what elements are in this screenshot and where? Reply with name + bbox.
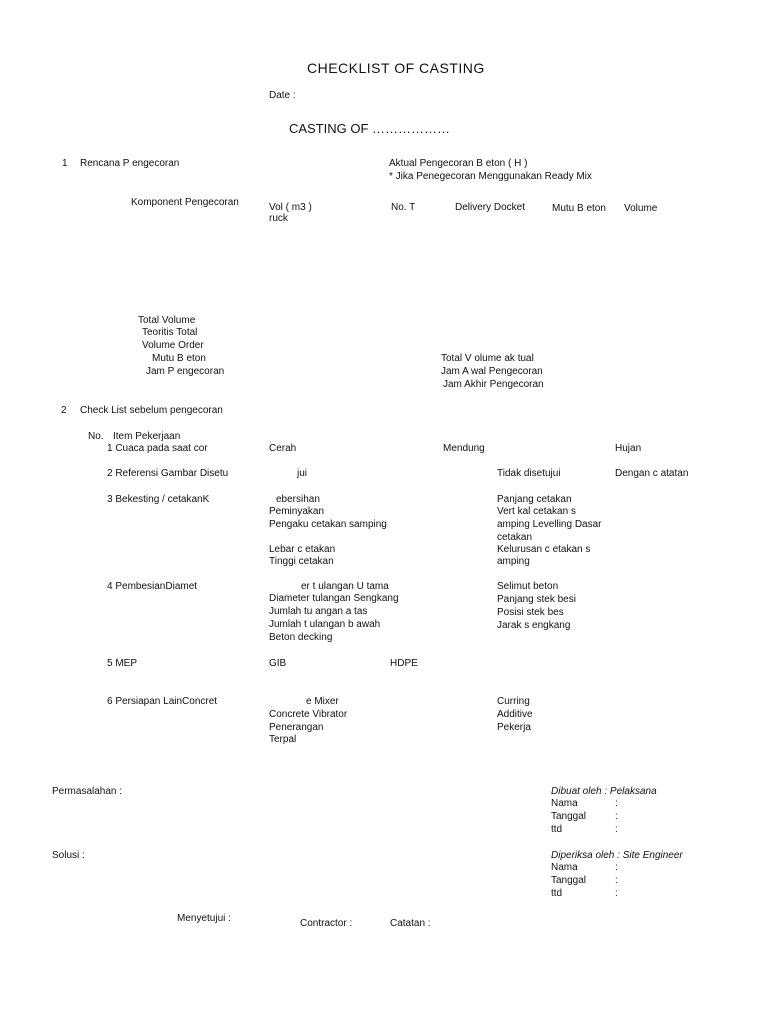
dibuat-oleh-label: Dibuat oleh : Pelaksana bbox=[551, 786, 657, 797]
check-tinggi-cetakan: Tinggi cetakan bbox=[269, 556, 334, 567]
section-number: 2 bbox=[61, 405, 67, 416]
check-pekerja: Pekerja bbox=[497, 722, 531, 733]
colon: : bbox=[615, 824, 618, 835]
teoritis-total-label: Teoritis Total bbox=[142, 327, 198, 338]
colon: : bbox=[615, 888, 618, 899]
item-referensi-gambar: 2 Referensi Gambar Disetu bbox=[107, 468, 229, 479]
aktual-heading: Aktual Pengecoran B eton ( H ) bbox=[389, 158, 528, 169]
tanggal-label: Tanggal bbox=[551, 811, 587, 822]
check-lebar-cetakan: Lebar c etakan bbox=[269, 544, 336, 555]
check-concrete-vibrator: Concrete Vibrator bbox=[269, 709, 348, 720]
check-samping: amping bbox=[497, 556, 530, 567]
contractor-label: Contractor : bbox=[300, 918, 353, 929]
solusi-label: Solusi : bbox=[52, 850, 85, 861]
item-bekesting: 3 Bekesting / cetakanK bbox=[107, 494, 210, 505]
tanggal-label: Tanggal bbox=[551, 875, 587, 886]
col-item-header: Item Pekerjaan bbox=[113, 431, 181, 442]
check-concrete-mixer: e Mixer bbox=[306, 696, 339, 707]
volume-col-label: Volume bbox=[624, 203, 658, 214]
jam-awal-label: Jam A wal Pengecoran bbox=[441, 366, 543, 377]
colon: : bbox=[615, 798, 618, 809]
casting-of-heading: CASTING OF ……………… bbox=[289, 121, 451, 136]
ttd-label: ttd bbox=[551, 888, 563, 899]
menyetujui-label: Menyetujui : bbox=[177, 913, 231, 924]
page-title: CHECKLIST OF CASTING bbox=[307, 60, 485, 76]
item-persiapan-lain: 6 Persiapan LainConcret bbox=[107, 696, 218, 707]
komponent-label: Komponent Pengecoran bbox=[131, 197, 239, 208]
check-tulangan-bawah: Jumlah t ulangan b awah bbox=[269, 619, 381, 630]
option-cerah: Cerah bbox=[269, 443, 297, 454]
col-no-header: No. bbox=[88, 431, 104, 442]
item-pembesian: 4 PembesianDiamet bbox=[107, 581, 198, 592]
check-kelurusan-cetakan: Kelurusan c etakan s bbox=[497, 544, 591, 555]
option-hujan: Hujan bbox=[615, 443, 642, 454]
check-cetakan: cetakan bbox=[497, 532, 533, 543]
check-kebersihan: ebersihan bbox=[276, 494, 320, 505]
option-tidak-disetujui: Tidak disetujui bbox=[497, 468, 561, 479]
total-volume-aktual-label: Total V olume ak tual bbox=[441, 353, 534, 364]
volume-order-label: Volume Order bbox=[142, 340, 204, 351]
check-tulangan-atas: Jumlah tu angan a tas bbox=[269, 606, 368, 617]
checklist-heading: Check List sebelum pengecoran bbox=[80, 405, 223, 416]
vol-label: Vol ( m3 ) bbox=[269, 202, 312, 213]
option-dengan-catatan: Dengan c atatan bbox=[615, 468, 689, 479]
item-mep: 5 MEP bbox=[107, 658, 138, 669]
check-selimut-beton: Selimut beton bbox=[497, 581, 559, 592]
check-levelling-dasar: amping Levelling Dasar bbox=[497, 519, 602, 530]
check-vertikal-cetakan: Vert kal cetakan s bbox=[497, 506, 576, 517]
total-volume-label: Total Volume bbox=[138, 315, 196, 326]
check-tulangan-utama: er t ulangan U tama bbox=[301, 581, 389, 592]
ready-mix-note: * Jika Penegecoran Menggunakan Ready Mix bbox=[389, 171, 592, 182]
colon: : bbox=[615, 862, 618, 873]
mutu-beton-label: Mutu B eton bbox=[152, 353, 206, 364]
check-additive: Additive bbox=[497, 709, 533, 720]
check-jarak-sengkang: Jarak s engkang bbox=[497, 620, 571, 631]
diperiksa-oleh-label: Diperiksa oleh : Site Engineer bbox=[551, 850, 683, 861]
mutu-beton-col-label: Mutu B eton bbox=[552, 203, 606, 214]
catatan-label: Catatan : bbox=[390, 918, 431, 929]
ttd-label: ttd bbox=[551, 824, 563, 835]
check-penerangan: Penerangan bbox=[269, 722, 324, 733]
option-mendung: Mendung bbox=[443, 443, 485, 454]
nama-label: Nama bbox=[551, 798, 578, 809]
colon: : bbox=[615, 875, 618, 886]
jam-akhir-label: Jam Akhir Pengecoran bbox=[443, 379, 544, 390]
check-gib: GIB bbox=[269, 658, 287, 669]
delivery-docket-label: Delivery Docket bbox=[455, 202, 526, 213]
jam-pengecoran-label: Jam P engecoran bbox=[146, 366, 225, 377]
option-disetujui: jui bbox=[297, 468, 308, 479]
check-curring: Curring bbox=[497, 696, 530, 707]
permasalahan-label: Permasalahan : bbox=[52, 786, 123, 797]
colon: : bbox=[615, 811, 618, 822]
check-peminyakan: Peminyakan bbox=[269, 506, 325, 517]
date-label: Date : bbox=[269, 90, 296, 101]
check-hdpe: HDPE bbox=[390, 658, 418, 669]
check-posisi-stek: Posisi stek bes bbox=[497, 607, 564, 618]
check-panjang-cetakan: Panjang cetakan bbox=[497, 494, 572, 505]
check-diameter-sengkang: Diameter tulangan Sengkang bbox=[269, 593, 399, 604]
ruck-label: ruck bbox=[269, 213, 288, 224]
check-beton-decking: Beton decking bbox=[269, 632, 333, 643]
check-pengaku-cetakan: Pengaku cetakan samping bbox=[269, 519, 387, 530]
item-cuaca: 1 Cuaca pada saat cor bbox=[107, 443, 208, 454]
check-panjang-stek: Panjang stek besi bbox=[497, 594, 576, 605]
section-number: 1 bbox=[62, 158, 68, 169]
check-terpal: Terpal bbox=[269, 734, 297, 745]
rencana-heading: Rencana P engecoran bbox=[80, 158, 180, 169]
nama-label: Nama bbox=[551, 862, 578, 873]
no-truck-label: No. T bbox=[391, 202, 416, 213]
